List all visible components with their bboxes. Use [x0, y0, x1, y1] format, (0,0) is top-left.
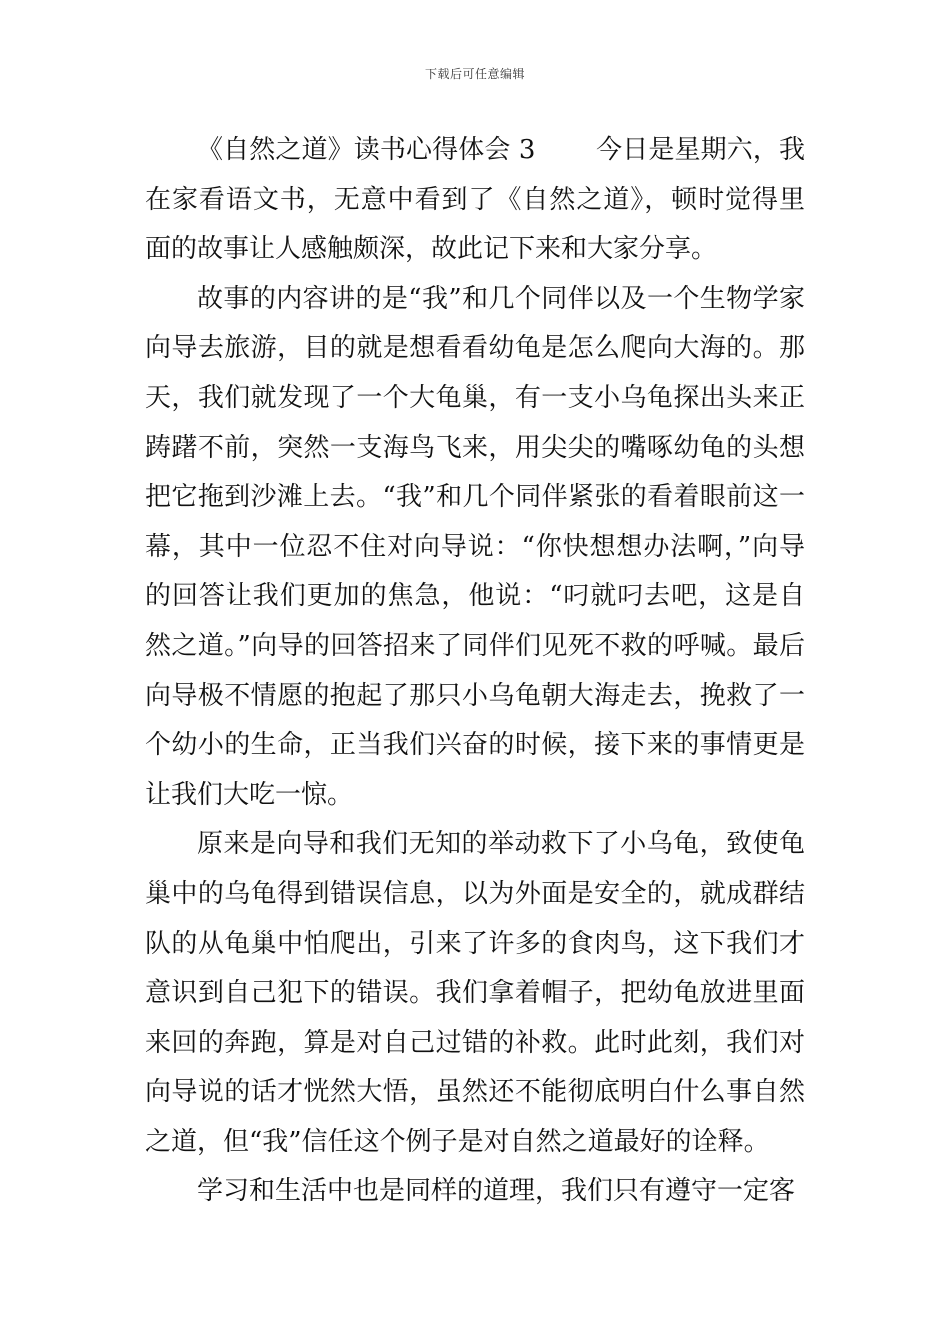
paragraph-3: 原来是向导和我们无知的举动救下了小乌龟，致使龟巢中的乌龟得到错误信息，以为外面是安全的，就成群结队的从龟巢中怕爬出，引来了许多的食肉鸟，这下我们才意识到自己犯下的错误。我们拿着帽子，把幼龟放进里面来回的奔跑，算是对自己过错的补救。此时此刻，我们对向导说的话才恍然大悟，虽然还不能彻底明白什么事自然之道，但“我”信任这个例子是对自然之道最好的诠释。 [145, 829, 805, 1157]
paragraph-1: 《自然之道》读书心得体会 3 今日是星期六，我在家看语文书，无意中看到了《自然之道》，顿时觉得里面的故事让人感触颇深，故此记下来和大家分享。 [145, 135, 805, 265]
paragraph-2: 故事的内容讲的是“我”和几个同伴以及一个生物学家向导去旅游，目的就是想看看幼龟是怎么爬向大海的。那天，我们就发现了一个大龟巢，有一支小乌龟探出头来正踌躇不前，突然一支海鸟飞来，用尖尖的嘴啄幼龟的头想把它拖到沙滩上去。“我”和几个同伴紧张的看着眼前这一幕，其中一位忍不住对向导说：“你快想想办法啊，”向导的回答让我们更加的焦急，他说：“叼就叼去吧，这是自然之道。”向导的回答招来了同伴们见死不救的呼喊。最后向导极不情愿的抱起了那只小乌龟朝大海走去，挽救了一个幼小的生命，正当我们兴奋的时候，接下来的事情更是让我们大吃一惊。 [145, 283, 805, 810]
page-header-caption: 下载后可任意编辑 [424, 67, 525, 81]
document-body [145, 126, 805, 1217]
paragraph-4: 学习和生活中也是同样的道理，我们只有遵守一定客 [197, 1176, 796, 1207]
